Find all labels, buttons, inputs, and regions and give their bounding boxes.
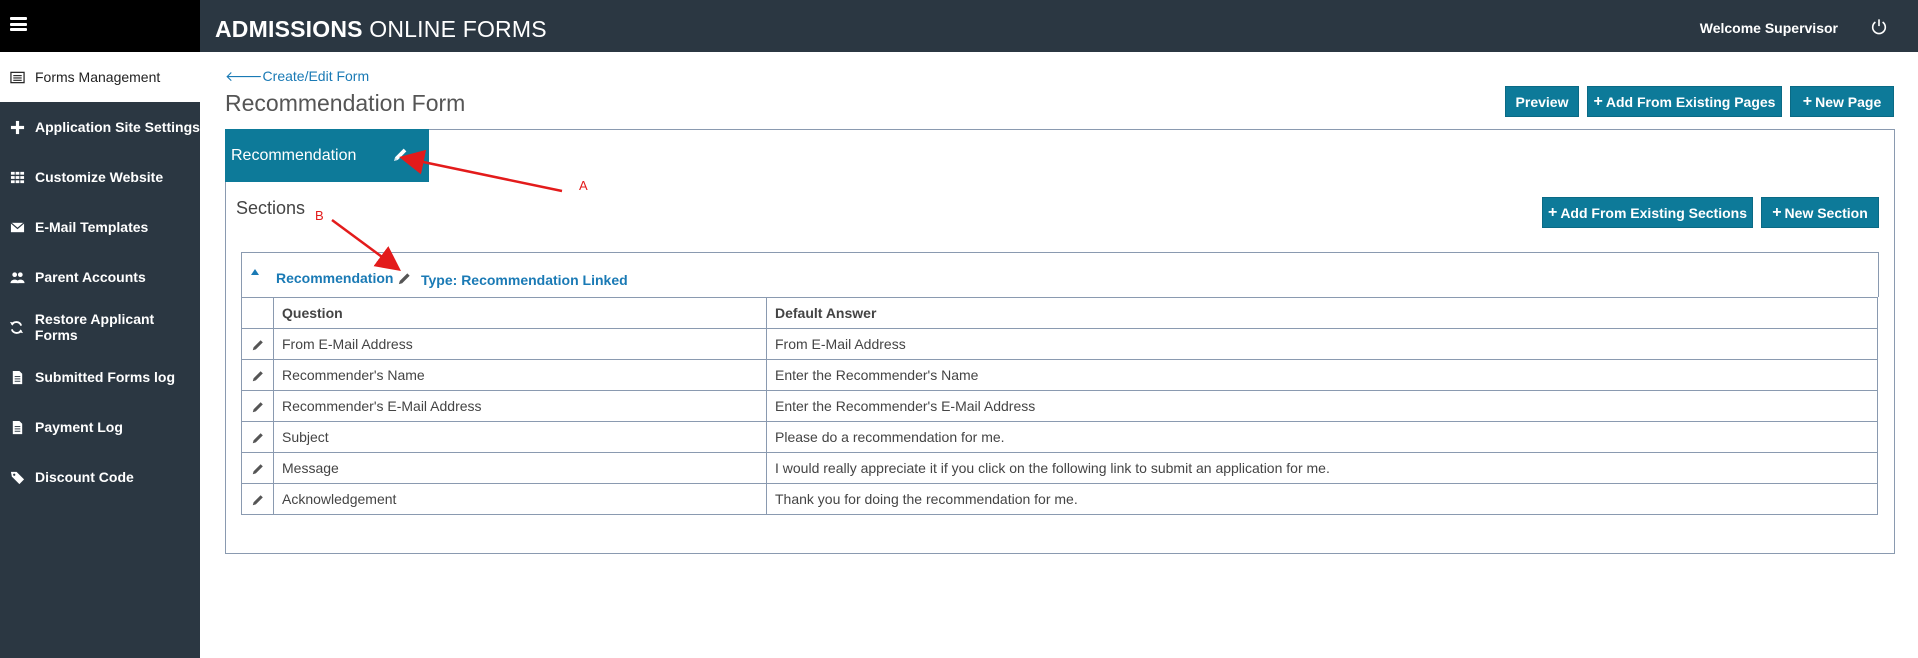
- sidebar-item-label: Submitted Forms log: [35, 369, 175, 385]
- sidebar-item-label: Payment Log: [35, 419, 123, 435]
- caret-up-icon[interactable]: [251, 269, 259, 275]
- plus-icon: +: [1802, 92, 1813, 110]
- tag-icon: [9, 469, 25, 485]
- default-answer-cell: Please do a recommendation for me.: [767, 422, 1878, 453]
- sidebar-item-label: E-Mail Templates: [35, 219, 149, 235]
- refresh-icon: [9, 319, 25, 335]
- annotation-label-b: B: [315, 208, 324, 223]
- pencil-icon: [251, 338, 265, 352]
- envelope-icon: [9, 219, 25, 235]
- row-edit-button[interactable]: [242, 484, 274, 515]
- sidebar-item-forms-management[interactable]: [0, 52, 200, 102]
- question-cell: Subject: [274, 422, 767, 453]
- sidebar-item-email-templates[interactable]: [0, 202, 200, 252]
- sidebar-item-label: Customize Website: [35, 169, 164, 185]
- add-from-existing-sections-button[interactable]: + Add From Existing Sections: [1542, 197, 1753, 228]
- menu-toggle[interactable]: [0, 0, 200, 52]
- new-section-button[interactable]: + New Section: [1761, 197, 1879, 228]
- page-tab-recommendation[interactable]: Recommendation: [225, 129, 429, 182]
- default-answer-cell: From E-Mail Address: [767, 329, 1878, 360]
- table-row: [242, 453, 1878, 484]
- table-row: [242, 329, 1878, 360]
- sections-heading: Sections: [236, 198, 306, 218]
- annotation-label-a: A: [579, 178, 588, 193]
- file-icon: [9, 419, 25, 435]
- question-cell: Acknowledgement: [274, 484, 767, 515]
- sidebar-item-application-site-settings[interactable]: [0, 102, 200, 152]
- grid-icon: [9, 169, 25, 185]
- sidebar-item-parent-accounts[interactable]: [0, 252, 200, 302]
- sidebar-item-customize-website[interactable]: [0, 152, 200, 202]
- users-icon: [9, 269, 25, 285]
- default-answer-cell: Enter the Recommender's Name: [767, 360, 1878, 391]
- pencil-icon: [251, 493, 265, 507]
- list-icon: [9, 69, 25, 85]
- sidebar-item-label: Discount Code: [35, 469, 134, 485]
- pencil-icon: [251, 431, 265, 445]
- pencil-icon[interactable]: [392, 146, 409, 163]
- table-header-row: [242, 298, 1878, 329]
- preview-button[interactable]: Preview: [1505, 86, 1579, 117]
- pencil-icon: [251, 462, 265, 476]
- question-cell: Recommender's Name: [274, 360, 767, 391]
- sidebar-item-label: Restore Applicant Forms: [34, 311, 155, 343]
- pencil-icon: [251, 369, 265, 383]
- plus-icon: +: [1547, 203, 1558, 221]
- new-page-button[interactable]: + New Page: [1790, 86, 1894, 117]
- table-header-edit: [242, 298, 274, 329]
- add-from-existing-pages-button[interactable]: + Add From Existing Pages: [1587, 86, 1782, 117]
- row-edit-button[interactable]: [242, 329, 274, 360]
- section-name[interactable]: Recommendation: [276, 270, 394, 286]
- row-edit-button[interactable]: [242, 453, 274, 484]
- page-title: Recommendation Form: [225, 90, 466, 116]
- top-bar: [0, 0, 1918, 52]
- arrow-left-icon: 🡐: [225, 68, 263, 84]
- sidebar-item-label: Forms Management: [35, 69, 161, 85]
- row-edit-button[interactable]: [242, 360, 274, 391]
- sidebar-item-submitted-forms-log[interactable]: [0, 352, 200, 402]
- hamburger-icon[interactable]: [10, 17, 27, 31]
- plus-icon: [9, 119, 25, 135]
- section-type[interactable]: Type: Recommendation Linked: [421, 272, 628, 288]
- row-edit-button[interactable]: [242, 391, 274, 422]
- pencil-icon: [251, 400, 265, 414]
- power-icon[interactable]: [1870, 18, 1888, 36]
- table-row: [242, 391, 1878, 422]
- table-header-default-answer: Default Answer: [767, 298, 1878, 329]
- table-row: [242, 360, 1878, 391]
- question-cell: From E-Mail Address: [274, 329, 767, 360]
- welcome-text: Welcome Supervisor: [1699, 20, 1838, 36]
- sidebar-item-discount-code[interactable]: [0, 452, 200, 502]
- back-link[interactable]: 🡐Create/Edit Form: [225, 68, 370, 84]
- table-row: [242, 422, 1878, 453]
- app-title: ADMISSIONS ONLINE FORMS: [215, 16, 547, 42]
- plus-icon: +: [1593, 92, 1603, 110]
- default-answer-cell: Thank you for doing the recommendation for me.: [767, 484, 1878, 515]
- table-row: [242, 484, 1878, 515]
- default-answer-cell: Enter the Recommender's E-Mail Address: [767, 391, 1878, 422]
- sidebar-item-label: Parent Accounts: [35, 269, 146, 285]
- question-cell: Recommender's E-Mail Address: [274, 391, 767, 422]
- row-edit-button[interactable]: [242, 422, 274, 453]
- section-header: [241, 252, 1879, 297]
- table-header-question: Question: [274, 298, 767, 329]
- default-answer-cell: I would really appreciate it if you click on the following link to submit an application for me.: [767, 453, 1878, 484]
- sidebar-item-label: Application Site Settings: [35, 119, 200, 135]
- question-cell: Message: [274, 453, 767, 484]
- questions-table: [241, 297, 1878, 515]
- plus-icon: +: [1772, 203, 1782, 221]
- pencil-icon[interactable]: [397, 271, 412, 286]
- sidebar-item-restore-applicant-forms[interactable]: [0, 302, 200, 352]
- file-icon: [9, 369, 25, 385]
- sidebar-item-payment-log[interactable]: [0, 402, 200, 452]
